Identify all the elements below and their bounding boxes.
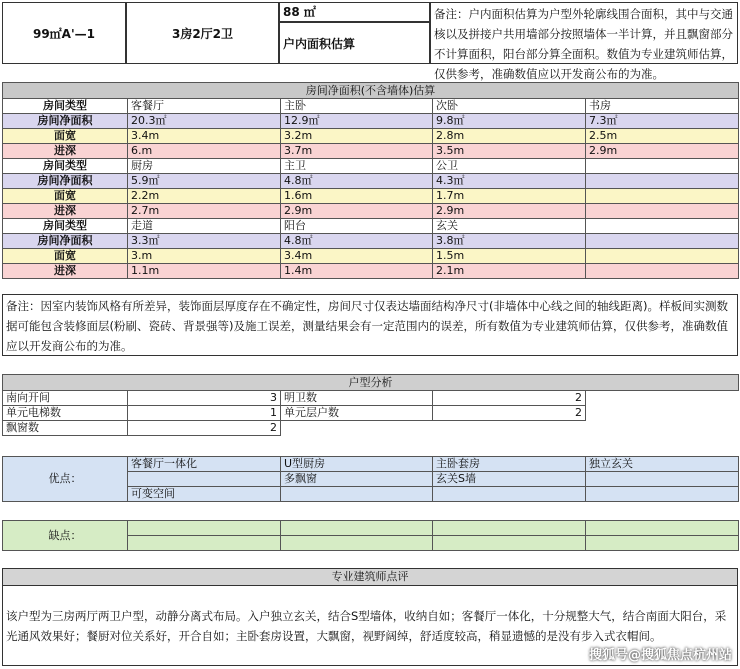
row-label-width: 面宽 xyxy=(3,189,128,204)
room-depth: 2.9m xyxy=(586,144,739,159)
room-width: 2.2m xyxy=(128,189,281,204)
room-area: 12.9㎡ xyxy=(281,114,433,129)
pros-label: 优点： xyxy=(3,457,128,502)
pro-item xyxy=(281,487,433,502)
area-value-cell xyxy=(279,2,430,22)
empty-cell xyxy=(586,421,739,436)
row-label-type: 房间类型 xyxy=(3,159,128,174)
table-row xyxy=(3,174,739,189)
pro-item: 玄关S墙 xyxy=(433,472,586,487)
room-area xyxy=(586,234,739,249)
con-item xyxy=(586,536,739,551)
analysis-value: 3 xyxy=(128,391,281,406)
review-title-cell xyxy=(2,568,738,586)
row-label-width: 面宽 xyxy=(3,129,128,144)
pro-item: 多飘窗 xyxy=(281,472,433,487)
pro-item: 客餐厅一体化 xyxy=(128,457,281,472)
analysis-value: 2 xyxy=(128,421,281,436)
table-row xyxy=(3,129,739,144)
con-item xyxy=(128,536,281,551)
room-width: 2.5m xyxy=(586,129,739,144)
table-row xyxy=(3,99,739,114)
table-row xyxy=(3,159,739,174)
room-name: 客餐厅 xyxy=(128,99,281,114)
table-row xyxy=(3,391,739,406)
table-row xyxy=(3,264,739,279)
empty-cell xyxy=(586,391,739,406)
table-row xyxy=(3,406,739,421)
analysis-key: 南向开间 xyxy=(3,391,128,406)
room-name: 厨房 xyxy=(128,159,281,174)
room-depth: 3.5m xyxy=(433,144,586,159)
pro-item xyxy=(586,472,739,487)
room-note-cell xyxy=(2,294,738,356)
room-area: 3.8㎡ xyxy=(433,234,586,249)
row-label-depth: 进深 xyxy=(3,264,128,279)
area-label: 户内面积估算 xyxy=(283,37,356,51)
watermark-text: 搜狐号@搜狐焦点杭州站 xyxy=(588,648,732,663)
room-name: 主卧 xyxy=(281,99,433,114)
room-name: 主卫 xyxy=(281,159,433,174)
row-label-area: 房间净面积 xyxy=(3,114,128,129)
con-item xyxy=(433,536,586,551)
room-note: 备注：因室内装饰风格有所差异，装饰面层厚度存在不确定性，房间尺寸仅表达墙面结构净尺寸(非墙体中心线之间的轴线距离)。样板间实测数据可能包含装修面层(粉刷、瓷砖、背景强等)及施工误差，测量结果会有一定范围内的误差，所有数值为专业建筑师估算，仅供参考，准确数值应以开发商公布的为准。 xyxy=(6,299,728,353)
room-depth: 1.4m xyxy=(281,264,433,279)
con-item xyxy=(433,521,586,536)
empty-cell xyxy=(433,421,586,436)
con-item xyxy=(281,536,433,551)
con-item xyxy=(586,521,739,536)
room-area xyxy=(586,174,739,189)
analysis-key: 明卫数 xyxy=(281,391,433,406)
room-area: 3.3㎡ xyxy=(128,234,281,249)
unit-code: 99㎡A'—1 xyxy=(32,26,95,41)
table-row xyxy=(3,189,739,204)
review-text: 该户型为三房两厅两卫户型，动静分离式布局。入户独立玄关，结合S型墙体，收纳自如；客餐厅一体化，十分规整大气，结合南面大阳台，采光通风效果好；餐厨对位关系好，开合自如；主卧套房设置，大飘窗，视野阔绰，舒适度较高，稍显遗憾的是没有步入式衣帽间。 xyxy=(6,609,727,643)
pro-item xyxy=(586,487,739,502)
table-row xyxy=(3,421,739,436)
room-width: 1.5m xyxy=(433,249,586,264)
room-depth: 2.9m xyxy=(433,204,586,219)
room-area: 4.8㎡ xyxy=(281,174,433,189)
table-row xyxy=(3,144,739,159)
empty-cell xyxy=(586,406,739,421)
con-item xyxy=(128,521,281,536)
room-width xyxy=(586,249,739,264)
room-name xyxy=(586,159,739,174)
pro-item: U型厨房 xyxy=(281,457,433,472)
room-area: 4.8㎡ xyxy=(281,234,433,249)
room-depth xyxy=(586,264,739,279)
area-label-cell xyxy=(279,22,430,64)
analysis-table xyxy=(2,374,739,436)
row-label-area: 房间净面积 xyxy=(3,234,128,249)
unit-code-cell xyxy=(2,2,126,64)
room-name: 次卧 xyxy=(433,99,586,114)
pro-item xyxy=(128,472,281,487)
layout-type: 3房2厅2卫 xyxy=(171,26,234,41)
analysis-key: 飘窗数 xyxy=(3,421,128,436)
row-label-type: 房间类型 xyxy=(3,219,128,234)
table-row xyxy=(3,204,739,219)
room-width: 3.4m xyxy=(128,129,281,144)
room-area: 7.3㎡ xyxy=(586,114,739,129)
room-depth: 2.7m xyxy=(128,204,281,219)
top-note-cell xyxy=(430,2,738,81)
cons-table xyxy=(2,520,739,551)
analysis-title: 户型分析 xyxy=(3,375,739,391)
room-depth: 1.1m xyxy=(128,264,281,279)
table-row xyxy=(3,219,739,234)
room-width xyxy=(586,189,739,204)
table-row xyxy=(3,114,739,129)
room-depth: 2.1m xyxy=(433,264,586,279)
room-name: 公卫 xyxy=(433,159,586,174)
pro-item: 主卧套房 xyxy=(433,457,586,472)
layout-cell xyxy=(126,2,279,64)
room-width: 3.2m xyxy=(281,129,433,144)
con-item xyxy=(281,521,433,536)
row-label-depth: 进深 xyxy=(3,144,128,159)
row-label-type: 房间类型 xyxy=(3,99,128,114)
room-name: 玄关 xyxy=(433,219,586,234)
pro-item: 独立玄关 xyxy=(586,457,739,472)
room-name: 书房 xyxy=(586,99,739,114)
table-row xyxy=(3,249,739,264)
top-note: 备注：户内面积估算为户型外轮廓线围合面积，其中与交通核以及拼接户共用墙部分按照墙体一半计算，并且飘窗部分不计算面积，阳台部分算全面积。数值为专业建筑师估算，仅供参考，准确数值应以开发商公布的为准。 xyxy=(434,7,733,81)
empty-cell xyxy=(281,421,433,436)
row-label-area: 房间净面积 xyxy=(3,174,128,189)
row-label-depth: 进深 xyxy=(3,204,128,219)
room-name xyxy=(586,219,739,234)
room-depth: 2.9m xyxy=(281,204,433,219)
room-area: 5.9㎡ xyxy=(128,174,281,189)
room-depth: 3.7m xyxy=(281,144,433,159)
review-title: 专业建筑师点评 xyxy=(331,570,409,583)
room-area: 20.3㎡ xyxy=(128,114,281,129)
analysis-value: 2 xyxy=(433,391,586,406)
analysis-key: 单元电梯数 xyxy=(3,406,128,421)
room-width: 2.8m xyxy=(433,129,586,144)
pro-item: 可变空间 xyxy=(128,487,281,502)
room-depth: 6.m xyxy=(128,144,281,159)
pro-item xyxy=(433,487,586,502)
analysis-value: 2 xyxy=(433,406,586,421)
room-name: 走道 xyxy=(128,219,281,234)
room-width: 3.m xyxy=(128,249,281,264)
room-name: 阳台 xyxy=(281,219,433,234)
table-row xyxy=(3,521,739,536)
room-area: 9.8㎡ xyxy=(433,114,586,129)
area-value: 88 ㎡ xyxy=(283,5,316,19)
room-table-title: 房间净面积(不含墙体)估算 xyxy=(3,83,739,99)
watermark xyxy=(589,644,732,663)
room-width: 3.4m xyxy=(281,249,433,264)
table-row xyxy=(3,457,739,472)
cons-label: 缺点： xyxy=(3,521,128,551)
room-depth xyxy=(586,204,739,219)
room-width: 1.6m xyxy=(281,189,433,204)
room-area-table xyxy=(2,82,739,279)
room-width: 1.7m xyxy=(433,189,586,204)
table-row xyxy=(3,234,739,249)
row-label-width: 面宽 xyxy=(3,249,128,264)
analysis-key: 单元层户数 xyxy=(281,406,433,421)
room-area: 4.3㎡ xyxy=(433,174,586,189)
pros-table xyxy=(2,456,739,502)
analysis-value: 1 xyxy=(128,406,281,421)
